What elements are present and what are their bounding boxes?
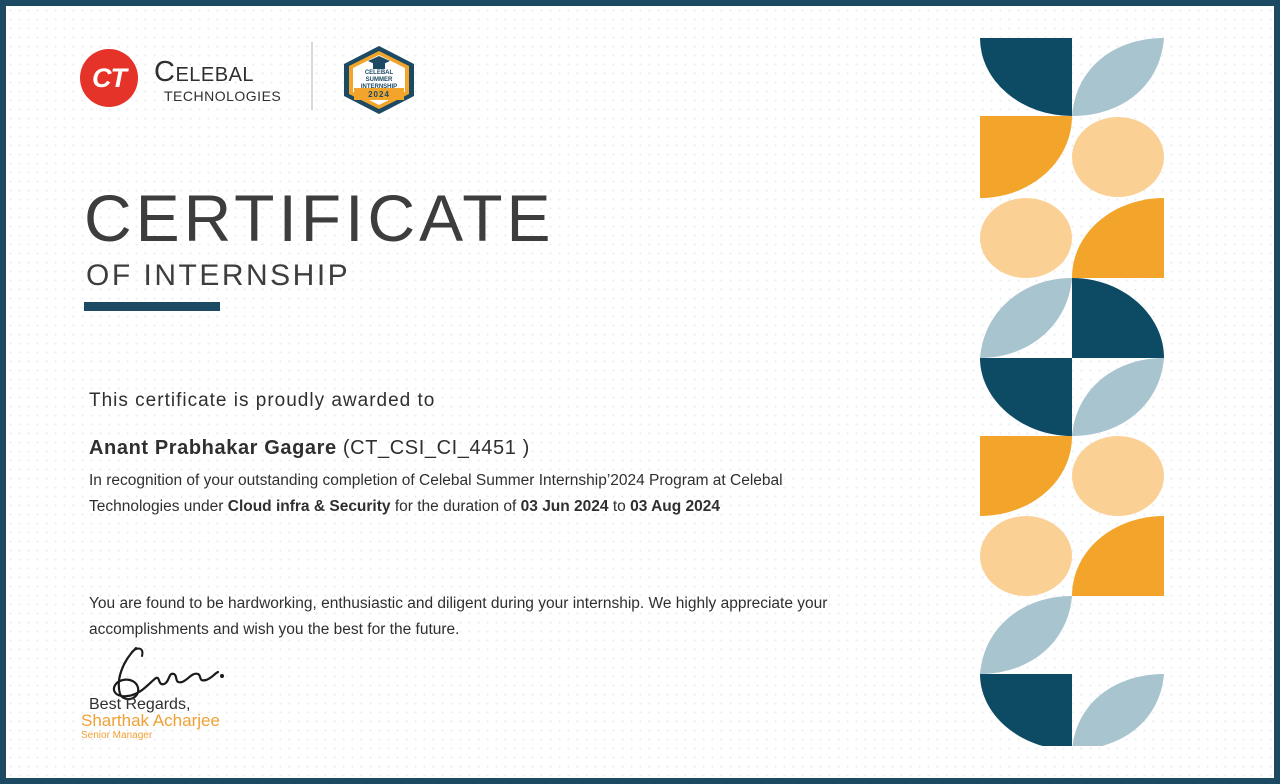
logo-divider bbox=[311, 42, 313, 110]
pattern-navy-quarter bbox=[1072, 278, 1164, 358]
geometric-pattern bbox=[980, 38, 1164, 746]
pattern-peach-circle bbox=[980, 198, 1072, 278]
signer-name: Sharthak Acharjee bbox=[81, 711, 220, 730]
brand-name: Celebal bbox=[154, 56, 255, 88]
internship-domain: Cloud infra & Security bbox=[227, 497, 391, 515]
ct-logo-initials: CT bbox=[92, 63, 126, 93]
awarded-text: This certificate is proudly awarded to bbox=[89, 390, 436, 411]
pattern-peach-circle bbox=[1072, 436, 1164, 516]
certificate-sheet bbox=[6, 6, 1274, 778]
recipient-id: (CT_CSI_CI_4451 ) bbox=[342, 437, 530, 459]
pattern-blue-leaf bbox=[980, 278, 1072, 358]
end-date: 03 Aug 2024 bbox=[630, 497, 720, 515]
pattern-orange-quarter bbox=[1072, 198, 1164, 278]
pattern-blue-leaf bbox=[1072, 674, 1164, 746]
pattern-peach-circle bbox=[980, 516, 1072, 596]
celebal-logo bbox=[80, 46, 300, 110]
title-underline bbox=[84, 302, 220, 311]
pattern-navy-quarter bbox=[980, 358, 1072, 436]
brand-subtitle: TECHNOLOGIES bbox=[164, 88, 282, 104]
pattern-orange-quarter bbox=[980, 116, 1072, 198]
pattern-blue-leaf bbox=[1072, 358, 1164, 436]
pattern-blue-leaf bbox=[980, 596, 1072, 674]
start-date: 03 Jun 2024 bbox=[520, 497, 609, 515]
pattern-blue-leaf bbox=[1072, 38, 1164, 116]
recognition-paragraph: In recognition of your outstanding completion of Celebal Summer Internship’2024 Program at Celebal Technologies under Cloud infra & Security for the duration of 03 Jun 2024 to 03 Aug 2024 bbox=[89, 472, 783, 515]
pattern-orange-quarter bbox=[980, 436, 1072, 516]
appreciation-paragraph: You are found to be hardworking, enthusiastic and diligent during your internship. We highly appreciate your accomplishments and wish you the best for the future. bbox=[89, 595, 828, 638]
badge-title: CELEBAL SUMMER INTERNSHIP bbox=[360, 70, 398, 90]
pattern-navy-quarter bbox=[980, 674, 1072, 746]
pattern-peach-circle bbox=[1072, 117, 1164, 197]
pattern-orange-quarter bbox=[1072, 516, 1164, 596]
recipient-name: Anant Prabhakar Gagare bbox=[89, 437, 337, 459]
pattern-navy-quarter bbox=[980, 38, 1072, 116]
regards-text: Best Regards, bbox=[89, 696, 191, 713]
signer-role: Senior Manager bbox=[81, 730, 153, 741]
recipient-line bbox=[89, 434, 530, 462]
certificate-title: CERTIFICATE bbox=[84, 181, 555, 255]
certificate-subtitle: OF INTERNSHIP bbox=[86, 259, 351, 292]
badge-year: 2024 bbox=[368, 90, 390, 99]
